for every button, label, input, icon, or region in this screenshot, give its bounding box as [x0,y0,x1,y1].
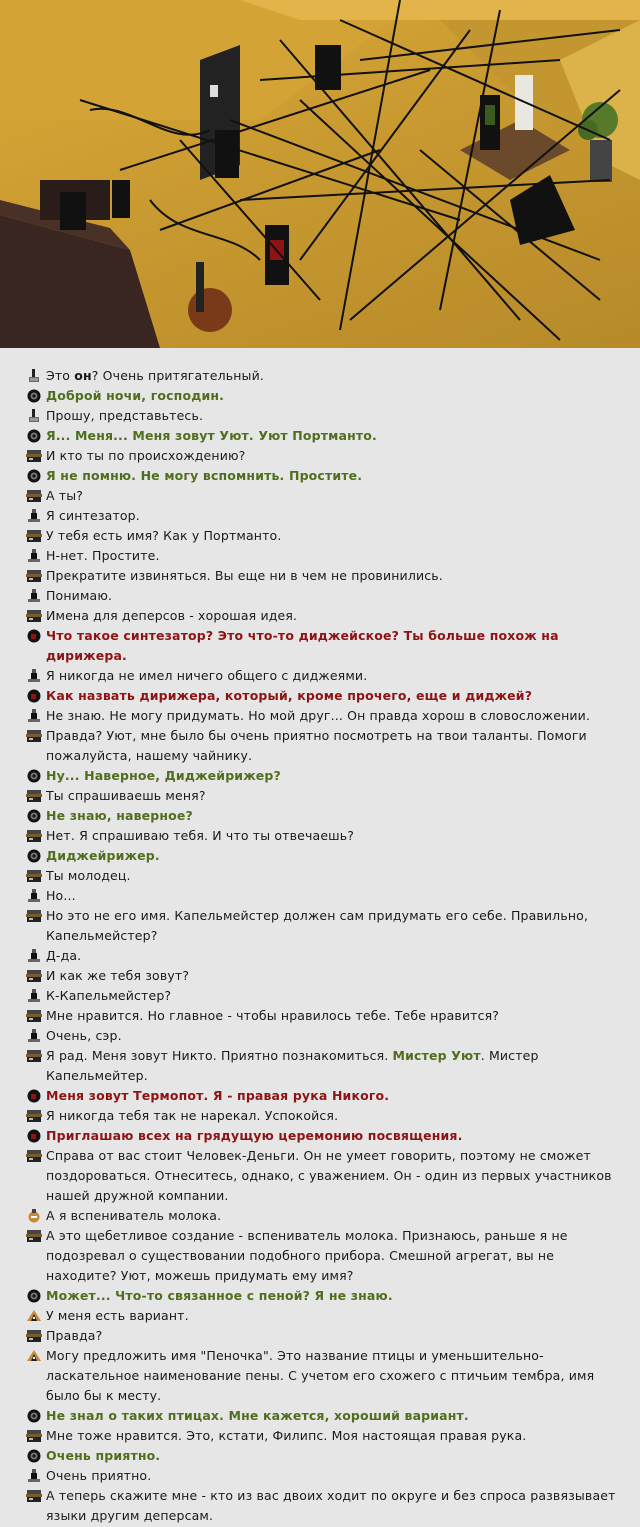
dialog-text: Прошу, представьтесь. [46,408,204,423]
cash-register-icon [26,609,42,623]
synth-icon [26,1029,42,1043]
bird-icon [26,1349,42,1363]
dialog-line [26,546,616,566]
camera-eye-icon [26,1289,42,1303]
dialog-text: Я никогда тебя так не нарекал. Успокойся. [46,1108,339,1123]
dialog-text: Это [46,368,75,383]
cash-register-icon [26,569,42,583]
cash-register-icon [26,529,42,543]
dialog-text: Не знал о таких птицах. Мне кажется, хороший вариант. [46,1408,469,1423]
synth-icon [26,509,42,523]
fountain-pen-icon [26,369,42,383]
dialog-text: Имена для деперсов - хорошая идея. [46,608,298,623]
dialog-text: Понимаю. [46,588,113,603]
dialog-text: Но это не его имя. Капельмейстер должен сам придумать его себе. Правильно, Капельмейстер? [46,908,589,943]
dialog-text: Н-нет. Простите. [46,548,160,563]
dialog-text: Ты больше похож на дирижера. [46,628,559,663]
dialog-text: Прекратите извиняться. Вы еще ни в чем не провинились. [46,568,443,583]
dialog-text: Я не помню. Не могу вспомнить. Простите. [46,468,363,483]
dialog-line [26,1306,616,1326]
dialog-text: Правда? [46,1328,103,1343]
camera-eye-icon [26,809,42,823]
dialog-text: Ну... Наверное, Диджейрижер? [46,768,281,783]
dialog-line [26,1326,616,1346]
cash-register-icon [26,969,42,983]
dialog-text: Как назвать дирижера, который, кроме прочего, еще и диджей? [46,688,533,703]
cash-register-icon [26,1229,42,1243]
dialog-text: Я никогда не имел ничего общего с диджеями. [46,668,368,683]
dialog-line [26,366,616,386]
dialog-text: Не знаю. Не могу придумать. Но мой друг... Он правда хорош в словосложении. [46,708,591,723]
dialog-text: Что такое синтезатор? Это что-то диджейское? [46,628,404,643]
dialog-line [26,1346,616,1406]
camera-eye-icon [26,429,42,443]
dialog-text: Я... Меня... Меня зовут Уют. Уют Портманто. [46,428,377,443]
camera-eye-icon [26,389,42,403]
dialog-line [26,606,616,626]
dialog-log [0,348,616,1526]
cash-register-icon [26,869,42,883]
thermopot-icon [26,629,42,643]
dialog-text: Правда? Уют, мне было бы очень приятно посмотреть на твои таланты. Помоги пожалуйста, нашему чайнику. [46,728,587,763]
dialog-line [26,1426,616,1446]
dialog-text: Не знаю, наверное? [46,808,193,823]
dialog-text: Мне нравится. Но главное - чтобы нравилось тебе. Тебе нравится? [46,1008,500,1023]
cash-register-icon [26,1009,42,1023]
dialog-line [26,466,616,486]
cash-register-icon [26,1149,42,1163]
dialog-text: У тебя есть имя? Как у Портманто. [46,528,282,543]
fountain-pen-icon [26,409,42,423]
dialog-line [26,706,616,726]
thermopot-icon [26,1129,42,1143]
dialog-text: Ты спрашиваешь меня? [46,788,206,803]
cash-register-icon [26,1109,42,1123]
synth-icon [26,589,42,603]
thermopot-icon [26,689,42,703]
synth-icon [26,889,42,903]
cash-register-icon [26,789,42,803]
camera-eye-icon [26,1409,42,1423]
cash-register-icon [26,909,42,923]
dialog-line [26,1486,616,1526]
dialog-line [26,1446,616,1466]
dialog-line [26,1106,616,1126]
dialog-line [26,1206,616,1226]
camera-eye-icon [26,849,42,863]
dialog-text: Мне тоже нравится. Это, кстати, Филипс. Моя настоящая правая рука. [46,1428,527,1443]
dialog-text: ? Очень притягательный. [91,368,264,383]
dialog-line [26,526,616,546]
dialog-line [26,666,616,686]
bird-icon [26,1309,42,1323]
dialog-line [26,426,616,446]
dialog-text: Я рад. Меня зовут Никто. Приятно познакомиться. [46,1048,393,1063]
dialog-line [26,1046,616,1086]
cash-register-icon [26,449,42,463]
synth-icon [26,669,42,683]
dialog-text: Но... [46,888,76,903]
dialog-text: Мистер Уют [392,1048,481,1063]
dialog-text: Ты молодец. [46,868,131,883]
dialog-text: Могу предложить имя "Пеночка". Это название птицы и уменьшительно-ласкательное наименование пены. С учетом его схожего с птичьим тембра, имя было бы к месту. [46,1348,595,1403]
dialog-text: Диджейрижер. [46,848,160,863]
dialog-text: Доброй ночи, господин. [46,388,225,403]
dialog-text: А теперь скажите мне - кто из вас двоих ходит по округе и без спроса развязывает языки другим деперсам. [46,1488,616,1523]
dialog-line [26,886,616,906]
cash-register-icon [26,489,42,503]
dialog-line [26,946,616,966]
synth-icon [26,549,42,563]
dialog-line [26,506,616,526]
dialog-line [26,1466,616,1486]
dialog-text: Д-да. [46,948,82,963]
dialog-text: И как же тебя зовут? [46,968,190,983]
dialog-text: Очень приятно. [46,1448,161,1463]
dialog-text: Очень приятно. [46,1468,152,1483]
dialog-line [26,566,616,586]
cash-register-icon [26,1489,42,1503]
dialog-line [26,1286,616,1306]
dialog-text: Приглашаю всех на грядущую церемонию посвящения. [46,1128,463,1143]
synth-icon [26,709,42,723]
dialog-line [26,786,616,806]
dialog-text: Нет. Я спрашиваю тебя. И что ты отвечаешь? [46,828,355,843]
dialog-line [26,866,616,886]
camera-eye-icon [26,1449,42,1463]
camera-eye-icon [26,469,42,483]
cash-register-icon [26,1429,42,1443]
dialog-line [26,446,616,466]
dialog-line [26,1406,616,1426]
dialog-line [26,386,616,406]
synth-icon [26,989,42,1003]
scene-illustration [0,0,640,348]
synth-icon [26,949,42,963]
cash-register-icon [26,829,42,843]
thermopot-icon [26,1089,42,1103]
dialog-line [26,486,616,506]
dialog-line [26,586,616,606]
dialog-line [26,986,616,1006]
dialog-line [26,1126,616,1146]
dialog-text: К-Капельмейстер? [46,988,172,1003]
dialog-text: У меня есть вариант. [46,1308,189,1323]
dialog-line [26,686,616,706]
camera-eye-icon [26,769,42,783]
game-scene [0,0,640,348]
cash-register-icon [26,729,42,743]
cash-register-icon [26,1049,42,1063]
dialog-line [26,906,616,946]
dialog-line [26,1226,616,1286]
dialog-text: он [74,368,92,383]
dialog-text: Может... Что-то связанное с пеной? Я не знаю. [46,1288,393,1303]
synth-icon [26,1469,42,1483]
dialog-line [26,406,616,426]
dialog-line [26,726,616,766]
dialog-text: А ты? [46,488,84,503]
dialog-line [26,846,616,866]
dialog-text: И кто ты по происхождению? [46,448,246,463]
dialog-line [26,766,616,786]
dialog-line [26,966,616,986]
dialog-text: А это щебетливое создание - вспениватель молока. Признаюсь, раньше я не подозревал о существовании подобного прибора. Смешной агрегат, вы не находите? Уют, можешь придумать ему имя? [46,1228,568,1283]
dialog-line [26,626,616,666]
dialog-line [26,1086,616,1106]
dialog-text: . Мистер Капельмейтер. [46,1048,539,1083]
dialog-text: Я синтезатор. [46,508,140,523]
dialog-line [26,1026,616,1046]
dialog-line [26,826,616,846]
dialog-line [26,806,616,826]
dialog-line [26,1146,616,1206]
dialog-text: Очень, сэр. [46,1028,122,1043]
dialog-text: Справа от вас стоит Человек-Деньги. Он не умеет говорить, поэтому не сможет поздороваться. Отнеситесь, однако, с уважением. Он - один из первых участников нашей дружной компании. [46,1148,612,1203]
dialog-line [26,1006,616,1026]
cash-register-icon [26,1329,42,1343]
dialog-text: Меня зовут Термопот. Я - правая рука Никого. [46,1088,390,1103]
milk-frother-icon [26,1209,42,1223]
dialog-text: А я вспениватель молока. [46,1208,222,1223]
